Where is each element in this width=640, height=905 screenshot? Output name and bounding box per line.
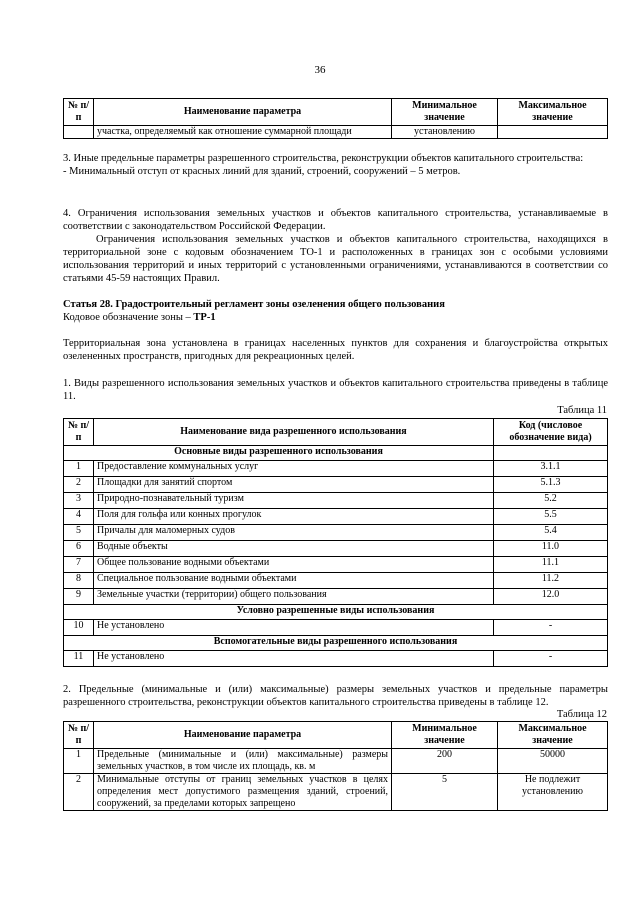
row-name: Причалы для маломерных судов: [94, 525, 494, 541]
page-number: 36: [314, 64, 326, 76]
article-title: Статья 28. Градостроительный регламент зоны озеленения общего пользования: [63, 299, 445, 310]
row-num: 2: [64, 477, 94, 493]
paragraph-1: 1. Виды разрешенного использования земельных участков и объектов капитального строительства приведены в таблице 11.: [63, 378, 608, 402]
row-name: Общее пользование водными объектами: [94, 557, 494, 573]
section-conditional-uses: Условно разрешенные виды использования: [64, 605, 608, 620]
row-name: Водные объекты: [94, 541, 494, 557]
table-11-header-num: № п/п: [64, 419, 94, 446]
row-num: 1: [64, 749, 94, 774]
row-num: 3: [64, 493, 94, 509]
paragraph-4-restrictions: Ограничения использования земельных участков и объектов капитального строительства, находящихся в территориальной зоне с кодовым обозначением ТО-1 и расположенных в границах зон с особыми условиями использования территорий и иных территорий с установленными ограничениями, устанавливаются в соответствии со статьями 45-59 настоящих Правил.: [63, 234, 608, 284]
top-table-header-num: № п/п: [64, 99, 94, 126]
paragraph-4: 4. Ограничения использования земельных участков и объектов капитального строительства, устанавливаемые в соответствии с законодательством Российской Федерации.: [63, 208, 608, 232]
row-min: 5: [392, 774, 498, 811]
row-num: 11: [64, 651, 94, 667]
row-code: -: [494, 651, 608, 667]
zone-description: Территориальная зона установлена в границах населенных пунктов для сохранения и благоустройства открытых озелененных пространств, пригодных для рекреационных целей.: [63, 338, 608, 362]
table-12-header-name: Наименование параметра: [94, 722, 392, 749]
top-table-cell: [498, 126, 608, 139]
top-table-header-max: Максимальное значение: [498, 99, 608, 126]
table-11-caption: Таблица 11: [557, 405, 607, 416]
article-title-block: [63, 298, 608, 324]
row-num: 1: [64, 461, 94, 477]
row-name: Земельные участки (территории) общего пользования: [94, 589, 494, 605]
top-table-cell: участка, определяемый как отношение суммарной площади: [94, 126, 392, 139]
row-num: 8: [64, 573, 94, 589]
row-code: 11.0: [494, 541, 608, 557]
row-num: 7: [64, 557, 94, 573]
row-num: 5: [64, 525, 94, 541]
row-name: Природно-познавательный туризм: [94, 493, 494, 509]
row-name: Минимальные отступы от границ земельных участков в целях определения мест допустимого размещения зданий, строений, сооружений, за пределами которых запрещено: [94, 774, 392, 811]
table-11-header-code: Код (числовое обозначение вида): [494, 419, 608, 446]
row-name: Предельные (минимальные и (или) максимальные) размеры земельных участков, в том числе их площадь, кв. м: [94, 749, 392, 774]
section-auxiliary-uses: Вспомогательные виды разрешенного использования: [64, 636, 608, 651]
row-code: -: [494, 620, 608, 636]
top-table-header-min: Минимальное значение: [392, 99, 498, 126]
paragraph-3-line2: - Минимальный отступ от красных линий для зданий, строений, сооружений – 5 метров.: [63, 166, 461, 177]
top-table-cell: установлению: [392, 126, 498, 139]
table-11: [63, 418, 608, 667]
row-min: 200: [392, 749, 498, 774]
top-table-cell: [64, 126, 94, 139]
top-table: [63, 98, 608, 139]
table-12: [63, 721, 608, 811]
row-name: Площадки для занятий спортом: [94, 477, 494, 493]
paragraph-3-line1: 3. Иные предельные параметры разрешенного строительства, реконструкции объектов капитального строительства:: [63, 153, 584, 164]
row-name: Специальное пользование водными объектами: [94, 573, 494, 589]
table-12-header-max: Максимальное значение: [498, 722, 608, 749]
row-code: 3.1.1: [494, 461, 608, 477]
row-code: 5.2: [494, 493, 608, 509]
row-code: 11.1: [494, 557, 608, 573]
table-12-header-min: Минимальное значение: [392, 722, 498, 749]
row-num: 4: [64, 509, 94, 525]
row-name: Поля для гольфа или конных прогулок: [94, 509, 494, 525]
row-code: 11.2: [494, 573, 608, 589]
row-num: 2: [64, 774, 94, 811]
row-code: 5.4: [494, 525, 608, 541]
row-name: Предоставление коммунальных услуг: [94, 461, 494, 477]
row-num: 6: [64, 541, 94, 557]
table-12-header-num: № п/п: [64, 722, 94, 749]
row-num: 9: [64, 589, 94, 605]
zone-code-value: ТР-1: [193, 312, 216, 323]
row-code: 5.5: [494, 509, 608, 525]
section-main-uses: Основные виды разрешенного использования: [64, 446, 494, 461]
row-num: 10: [64, 620, 94, 636]
paragraph-2: 2. Предельные (минимальные и (или) максимальные) размеры земельных участков и предельные параметры разрешенного строительства, реконструкции объектов капитального строительства приведены в таблице 12.: [63, 684, 608, 708]
zone-code-label: Кодовое обозначение зоны –: [63, 312, 194, 323]
table-11-header-name: Наименование вида разрешенного использования: [94, 419, 494, 446]
row-code: 12.0: [494, 589, 608, 605]
table-12-caption: Таблица 12: [556, 709, 607, 720]
top-table-header-name: Наименование параметра: [94, 99, 392, 126]
row-name: Не установлено: [94, 620, 494, 636]
row-max: Не подлежит установлению: [498, 774, 608, 811]
row-name: Не установлено: [94, 651, 494, 667]
row-max: 50000: [498, 749, 608, 774]
paragraph-3: [63, 152, 608, 178]
row-code: 5.1.3: [494, 477, 608, 493]
